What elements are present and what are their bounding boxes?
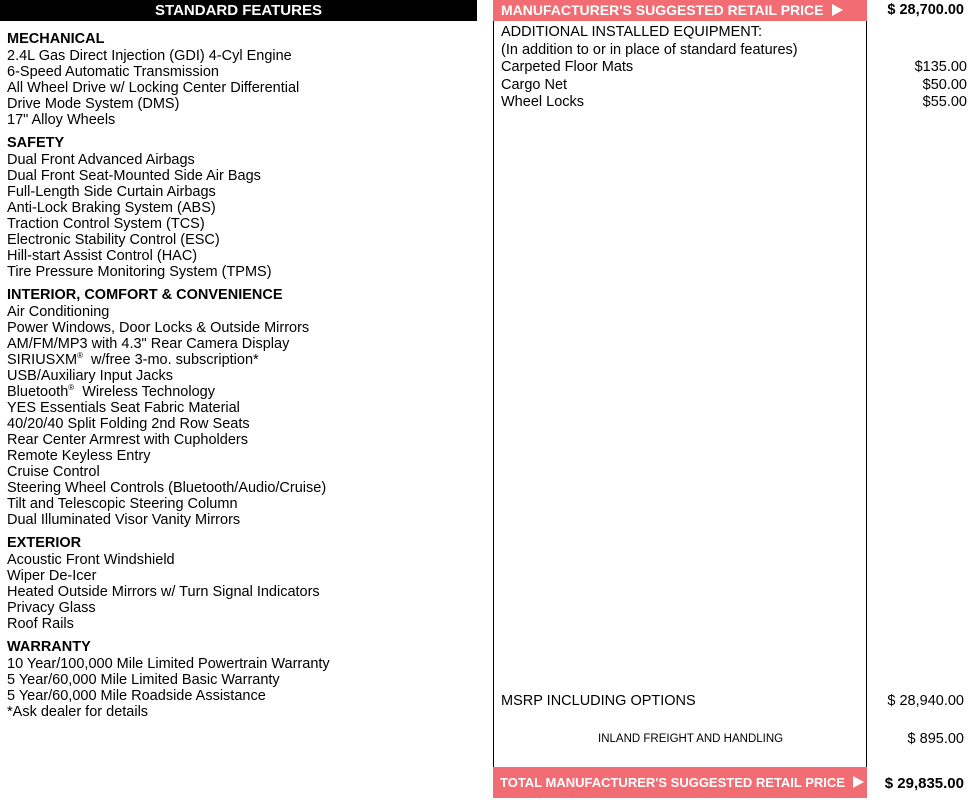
pricing-box (493, 0, 867, 798)
triangle-right-icon (853, 776, 864, 788)
feature-item: Remote Keyless Entry (7, 448, 151, 464)
section-title: SAFETY (7, 135, 65, 151)
feature-item: Cruise Control (7, 464, 100, 480)
feature-item: USB/Auxiliary Input Jacks (7, 368, 174, 384)
feature-item: 6-Speed Automatic Transmission (7, 64, 219, 80)
feature-item: Dual Front Advanced Airbags (7, 152, 195, 168)
triangle-right-icon (832, 4, 843, 16)
msrp-price: $ 28,700.00 (887, 2, 964, 18)
feature-section (7, 135, 477, 280)
option-price: $135.00 (914, 59, 967, 75)
feature-item: Electronic Stability Control (ESC) (7, 232, 220, 248)
msrp-label: MANUFACTURER'S SUGGESTED RETAIL PRICE (501, 2, 824, 18)
feature-section (7, 31, 477, 128)
feature-item: 10 Year/100,000 Mile Limited Powertrain Warranty (7, 656, 330, 672)
option-row (501, 59, 967, 77)
feature-item: 5 Year/60,000 Mile Limited Basic Warranty (7, 672, 280, 688)
feature-item: Acoustic Front Windshield (7, 552, 175, 568)
freight-price: $ 895.00 (907, 731, 964, 747)
feature-item: 5 Year/60,000 Mile Roadside Assistance (7, 688, 266, 704)
feature-section (7, 287, 477, 528)
feature-item: Roof Rails (7, 616, 74, 632)
additional-title: ADDITIONAL INSTALLED EQUIPMENT: (501, 24, 763, 40)
feature-item: Bluetooth® Wireless Technology (7, 383, 215, 400)
total-label: TOTAL MANUFACTURER'S SUGGESTED RETAIL PRICE (500, 775, 845, 790)
freight-label: INLAND FREIGHT AND HANDLING (598, 733, 784, 745)
feature-item: All Wheel Drive w/ Locking Center Differential (7, 80, 300, 96)
feature-item: AM/FM/MP3 with 4.3" Rear Camera Display (7, 336, 290, 352)
section-title: EXTERIOR (7, 535, 82, 551)
standard-features-header: STANDARD FEATURES (0, 0, 477, 21)
option-row (501, 94, 967, 112)
feature-item: Rear Center Armrest with Cupholders (7, 432, 248, 448)
standard-features-list (7, 31, 477, 727)
additional-equipment (501, 24, 967, 112)
total-price: $ 29,835.00 (884, 775, 964, 792)
additional-subtitle: (In addition to or in place of standard features) (501, 41, 798, 58)
feature-item: Steering Wheel Controls (Bluetooth/Audio/Cruise) (7, 480, 327, 496)
option-name: Cargo Net (501, 76, 568, 93)
feature-item: Wiper De-Icer (7, 568, 97, 584)
feature-item: *Ask dealer for details (7, 704, 149, 720)
feature-item: Power Windows, Door Locks & Outside Mirrors (7, 320, 310, 336)
total-bar (493, 767, 867, 798)
feature-item: Anti-Lock Braking System (ABS) (7, 200, 216, 216)
feature-item: Drive Mode System (DMS) (7, 96, 180, 112)
section-title: INTERIOR, COMFORT & CONVENIENCE (7, 287, 283, 303)
feature-item: Traction Control System (TCS) (7, 216, 205, 232)
feature-section (7, 535, 477, 632)
section-title: MECHANICAL (7, 31, 105, 47)
feature-item: Dual Front Seat-Mounted Side Air Bags (7, 168, 261, 184)
msrp-options-label: MSRP INCLUDING OPTIONS (501, 693, 696, 709)
msrp-bar (493, 0, 867, 21)
feature-item: Tilt and Telescopic Steering Column (7, 496, 238, 512)
option-price: $50.00 (922, 76, 967, 93)
feature-item: Privacy Glass (7, 600, 96, 616)
feature-item: 40/20/40 Split Folding 2nd Row Seats (7, 416, 250, 432)
option-price: $55.00 (922, 94, 967, 110)
feature-item: Full-Length Side Curtain Airbags (7, 184, 216, 200)
feature-item: 2.4L Gas Direct Injection (GDI) 4-Cyl Engine (7, 48, 292, 64)
section-title: WARRANTY (7, 639, 91, 655)
feature-section (7, 639, 477, 720)
option-list (501, 59, 967, 112)
feature-item: Dual Illuminated Visor Vanity Mirrors (7, 512, 241, 528)
feature-item: YES Essentials Seat Fabric Material (7, 400, 240, 416)
feature-item: SIRIUSXM® w/free 3-mo. subscription* (7, 351, 259, 368)
feature-item: 17" Alloy Wheels (7, 112, 116, 128)
option-row (501, 77, 967, 95)
option-name: Carpeted Floor Mats (501, 59, 634, 75)
feature-item: Hill-start Assist Control (HAC) (7, 248, 198, 264)
feature-item: Tire Pressure Monitoring System (TPMS) (7, 264, 272, 280)
msrp-options-price: $ 28,940.00 (887, 693, 964, 709)
option-name: Wheel Locks (501, 94, 585, 110)
feature-item: Air Conditioning (7, 304, 110, 320)
feature-item: Heated Outside Mirrors w/ Turn Signal Indicators (7, 584, 320, 600)
